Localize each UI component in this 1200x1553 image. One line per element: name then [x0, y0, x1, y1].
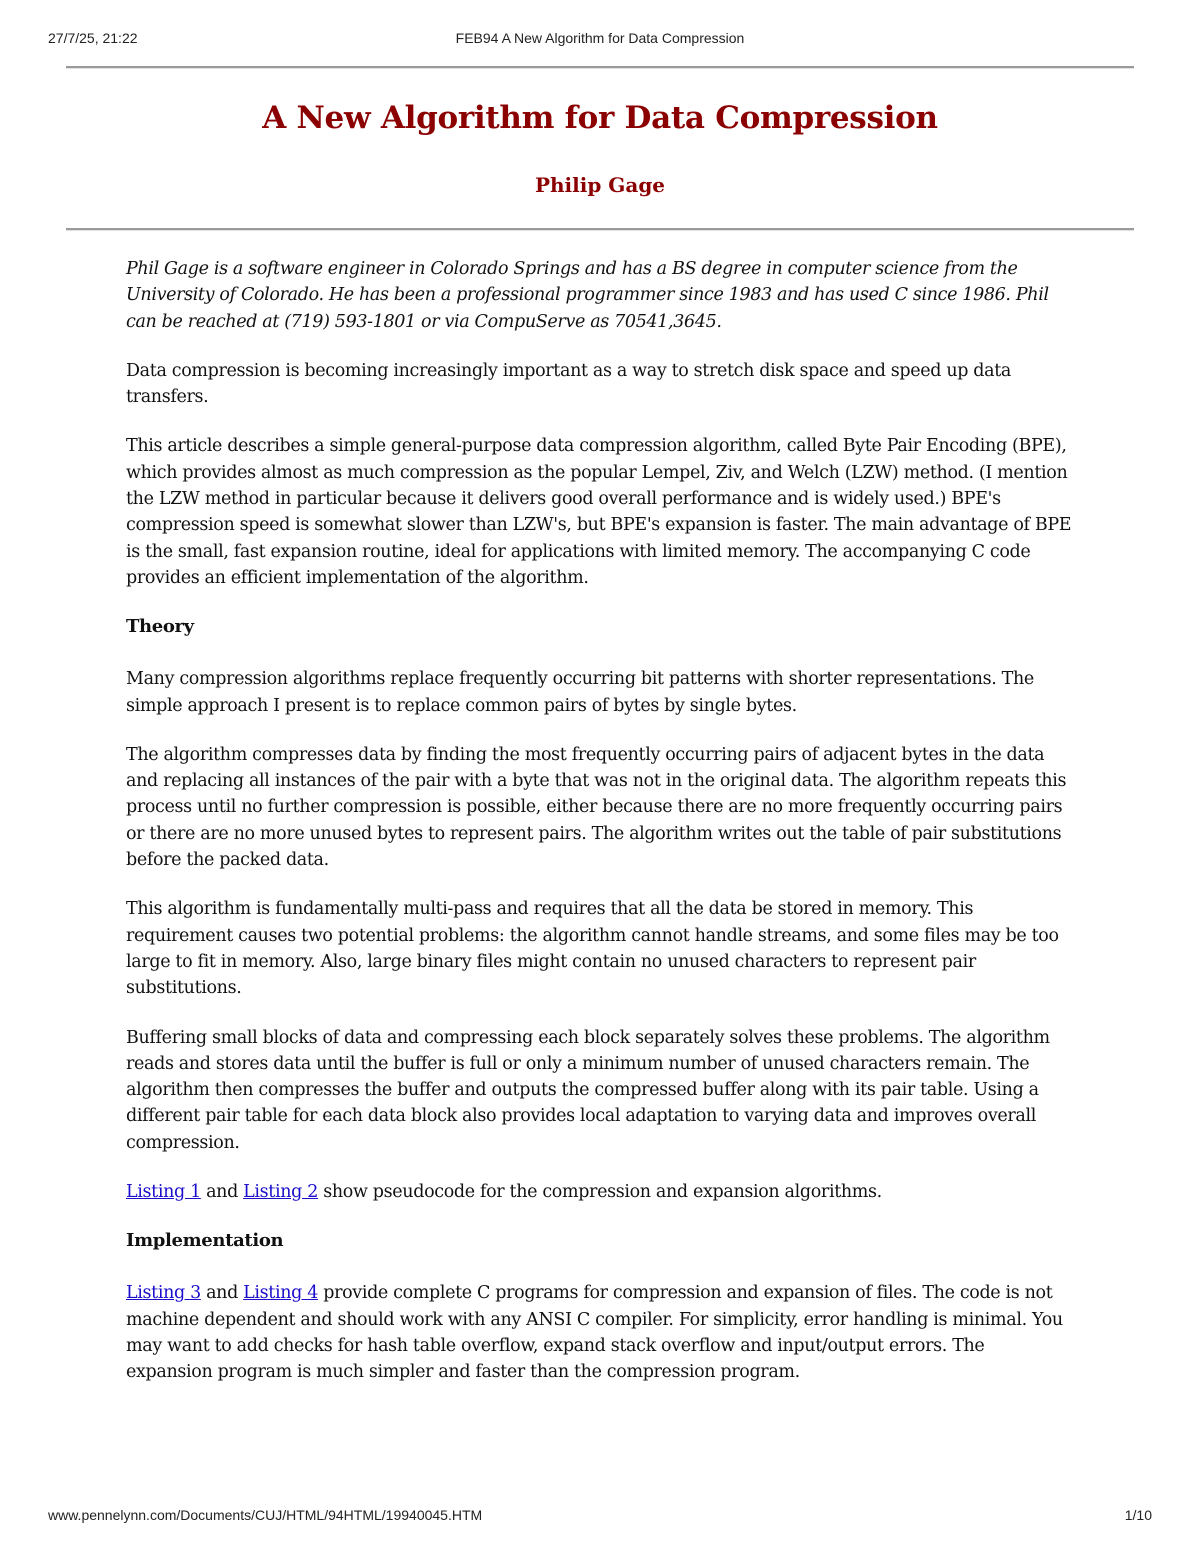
theory-paragraph-4: Buffering small blocks of data and compressing each block separately solves these problems. The algorithm reads and stores data until the buffer is full or only a minimum number of unused characters remain. The algorithm then compresses the buffer and outputs the compressed buffer along with its pair table. Using a different pair table for each data block also provides local adaptation to varying data and improves overall compression. — [126, 1027, 1050, 1153]
print-footer — [48, 1507, 1152, 1527]
article-body — [126, 256, 1076, 1409]
implementation-heading: Implementation — [126, 1230, 284, 1252]
listings-pseudocode-paragraph — [126, 1179, 1076, 1205]
print-date: 27/7/25, 21:22 — [48, 30, 138, 46]
page-number: 1/10 — [1124, 1507, 1152, 1523]
listing-1-link[interactable]: Listing 1 — [126, 1182, 201, 1203]
listing-4-link[interactable]: Listing 4 — [243, 1283, 319, 1304]
implementation-paragraph — [126, 1280, 1076, 1385]
theory-paragraph-2: The algorithm compresses data by finding the most frequently occurring pairs of adjacent bytes in the data and replacing all instances of the pair with a byte that was not in the original data. The algorithm repeats this process until no further compression is possible, either because there are no more frequently occurring pairs or there are no more unused bytes to represent pairs. The algorithm writes out the table of pair substitutions before the packed data. — [126, 744, 1067, 871]
theory-heading: Theory — [126, 616, 194, 638]
intro-paragraph-1: Data compression is becoming increasingly important as a way to stretch disk space and speed up data transfers. — [126, 360, 1012, 408]
theory-paragraph-3: This algorithm is fundamentally multi-pass and requires that all the data be stored in memory. This requirement causes two potential problems: the algorithm cannot handle streams, and some files may be too large to fit in memory. Also, large binary files might contain no unused characters to represent pair substitutions. — [126, 899, 1059, 999]
listing-3-link[interactable]: Listing 3 — [126, 1283, 201, 1304]
listings-pseudocode-text: show pseudocode for the compression and expansion algorithms. — [318, 1182, 882, 1203]
title-divider — [66, 228, 1134, 231]
conjunction-text: and — [200, 1283, 244, 1304]
intro-paragraph-2: This article describes a simple general-purpose data compression algorithm, called Byte Pair Encoding (BPE), which provides almost as much compression as the popular Lempel, Ziv, and Welch (LZW) method. (I mention the LZW method in particular because it delivers good overall performance and is widely used.) BPE's compression speed is somewhat slower than LZW's, but BPE's expansion is faster. The main advantage of BPE is the small, fast expansion routine, ideal for applications with limited memory. The accompanying C code provides an efficient implementation of the algorithm. — [126, 436, 1072, 588]
article-title: A New Algorithm for Data Compression — [262, 100, 938, 136]
listing-2-link[interactable]: Listing 2 — [243, 1182, 319, 1203]
conjunction-text: and — [200, 1182, 244, 1203]
top-divider — [66, 66, 1134, 69]
print-header — [48, 30, 1152, 50]
print-url: www.pennelynn.com/Documents/CUJ/HTML/94HTML/19940045.HTM — [48, 1507, 483, 1523]
print-doc-title: FEB94 A New Algorithm for Data Compression — [455, 30, 745, 46]
theory-paragraph-1: Many compression algorithms replace frequently occurring bit patterns with shorter representations. The simple approach I present is to replace common pairs of bytes by single bytes. — [126, 669, 1034, 716]
implementation-text: provide complete C programs for compression and expansion of files. The code is not machine dependent and should work with any ANSI C compiler. For simplicity, error handling is minimal. You may want to add checks for hash table overflow, expand stack overflow and input/output errors. The expansion program is much simpler and faster than the compression program. — [126, 1283, 1063, 1383]
article-author: Philip Gage — [534, 173, 666, 197]
author-bio: Phil Gage is a software engineer in Colorado Springs and has a BS degree in computer science from the University of Colorado. He has been a professional programmer since 1983 and has used C since 1986. Phil can be reached at (719) 593-1801 or via CompuServe as 70541,3645. — [126, 259, 1049, 332]
